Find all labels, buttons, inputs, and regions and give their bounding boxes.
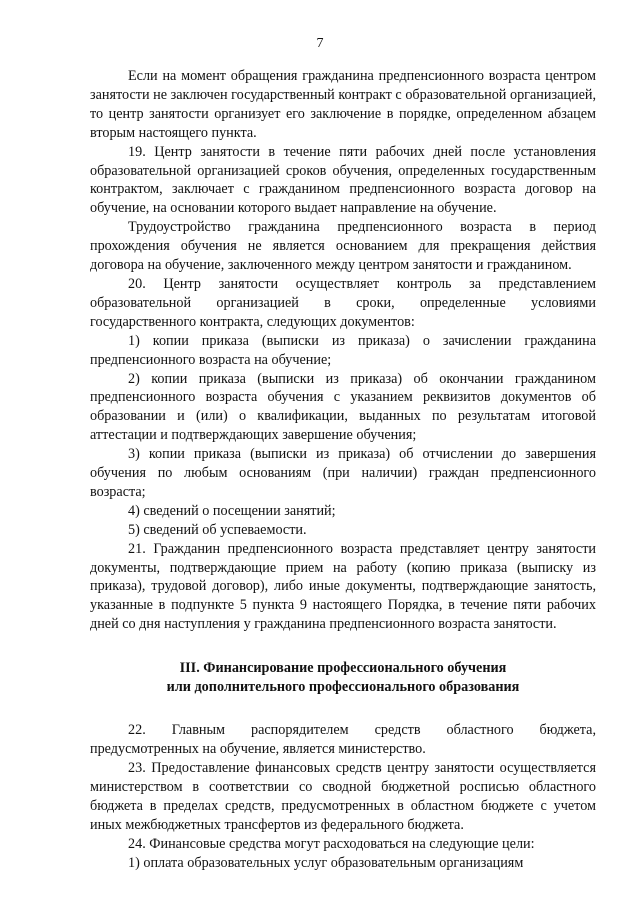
paragraph-item-23: 23. Предоставление финансовых средств центру занятости осуществляется министерством в соответствии со сводной бюджетной росписью областного бюджета в пределах средств, предусмотренных в областном бюджете с учетом иных межбюджетных трансфертов из федерального бюджета. (90, 760, 596, 833)
page-number: 7 (316, 36, 324, 51)
paragraph-item-24: 24. Финансовые средства могут расходоваться на следующие цели: (128, 835, 535, 852)
section-heading (90, 659, 596, 697)
paragraph-subitem-4: 4) сведений о посещении занятий; (128, 502, 336, 519)
paragraph-subitem-2: 2) копии приказа (выписки из приказа) об окончании гражданином предпенсионного возраста обучения с указанием реквизитов документов об образовании и (или) о квалификации, выданных по результатам итоговой аттестации и подтверждающих завершение обучения; (90, 370, 596, 444)
paragraph-employment-during-training: Трудоустройство гражданина предпенсионного возраста в период прохождения обучения не является основанием для прекращения действия договора на обучение, заключенного между центром занятости и гражданином. (90, 219, 596, 274)
paragraph-item-19: 19. Центр занятости в течение пяти рабочих дней после установления образовательной организацией сроков обучения, определенных государственным контрактом, заключает с гражданином предпенсионного возраста договор на обучение, на основании которого выдает направление на обучение. (90, 143, 596, 217)
paragraph-enrollment-contract: Если на момент обращения гражданина предпенсионного возраста центром занятости не заключен государственный контракт с образовательной организацией, то центр занятости организует его заключение в порядке, определенном абзацем вторым настоящего пункта. (90, 68, 596, 141)
paragraph-item-21: 21. Гражданин предпенсионного возраста представляет центру занятости документы, подтверждающие прием на работу (копию приказа (выписку из приказа), трудовой договор), либо иные документы, подтверждающие занятость, указанные в подпункте 5 пункта 9 настоящего Порядка, в течение пяти рабочих дней со дня наступления у гражданина предпенсионного возраста занятости. (90, 540, 596, 633)
document-body (90, 67, 596, 872)
paragraph-item-20: 20. Центр занятости осуществляет контроль за представлением образовательной организацией в сроки, определенные условиями государственного контракта, следующих документов: (90, 275, 596, 330)
paragraph-item-22: 22. Главным распорядителем средств областного бюджета, предусмотренных на обучение, является министерство. (90, 722, 596, 758)
section-heading-line-2: или дополнительного профессионального образования (166, 679, 520, 696)
paragraph-subitem-3: 3) копии приказа (выписки из приказа) об отчислении до завершения обучения по любым основаниям (при наличии) граждан предпенсионного возраста; (90, 446, 596, 500)
paragraph-item-24-subitem-1: 1) оплата образовательных услуг образовательным организациям (128, 854, 524, 871)
paragraph-subitem-1: 1) копии приказа (выписки из приказа) о зачислении гражданина предпенсионного возраста на обучение; (90, 332, 596, 368)
section-heading-line-1: III. Финансирование профессионального обучения (179, 660, 507, 677)
paragraph-subitem-5: 5) сведений об успеваемости. (128, 521, 307, 538)
